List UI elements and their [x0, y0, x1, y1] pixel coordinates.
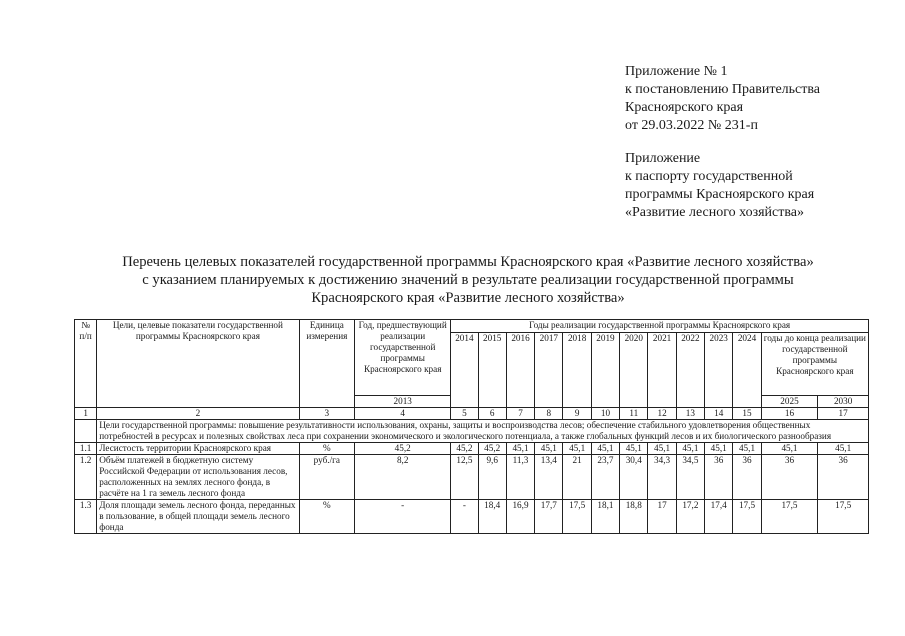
row-end-value: 45,1	[818, 443, 869, 455]
row-end-value: 17,5	[818, 500, 869, 534]
header-year: 2020	[620, 333, 648, 408]
column-number: 17	[818, 408, 869, 420]
title-line: Красноярского края «Развитие лесного хозяйства»	[311, 290, 625, 306]
column-number: 5	[451, 408, 478, 420]
table-row	[75, 443, 869, 455]
column-number: 15	[733, 408, 761, 420]
column-number: 6	[478, 408, 506, 420]
header-year: 2023	[705, 333, 733, 408]
row-num: 1.1	[75, 443, 97, 455]
header-end-year: 2030	[818, 396, 869, 408]
row-unit: руб./га	[299, 455, 355, 500]
row-base: 45,2	[355, 443, 451, 455]
row-value: 45,1	[620, 443, 648, 455]
row-value: 13,4	[535, 455, 563, 500]
column-number: 3	[299, 408, 355, 420]
appendix-2-line: к паспорту государственной	[625, 169, 793, 184]
row-value: 18,4	[478, 500, 506, 534]
row-value: 18,8	[620, 500, 648, 534]
header-base: Год, предшествующий реализации государственной программы Красноярского края	[355, 320, 451, 396]
column-number: 4	[355, 408, 451, 420]
goal-num-cell	[75, 420, 97, 443]
row-value: 9,6	[478, 455, 506, 500]
row-name: Объём платежей в бюджетную систему Российской Федерации от использования лесов, расположенных на землях лесного фонда, в расчёте на 1 га земель лесного фонда	[97, 455, 299, 500]
header-years-group: Годы реализации государственной программы Красноярского края	[451, 320, 869, 333]
column-number: 8	[535, 408, 563, 420]
row-value: 23,7	[591, 455, 619, 500]
appendix-1-line: Приложение № 1	[625, 64, 728, 79]
row-value: 21	[563, 455, 591, 500]
appendix-1-line: Красноярского края	[625, 100, 744, 115]
column-number: 16	[761, 408, 818, 420]
row-value: 45,1	[535, 443, 563, 455]
appendix-1-line: от 29.03.2022 № 231-п	[625, 118, 758, 133]
row-value: 17	[648, 500, 676, 534]
row-value: 17,2	[676, 500, 704, 534]
row-value: 45,1	[705, 443, 733, 455]
table-row	[75, 455, 869, 500]
row-end-value: 17,5	[761, 500, 818, 534]
goal-text: Цели государственной программы: повышение результативности использования, охраны, защиты и воспроизводства лесов; обеспечение стабильного удовлетворения общественных потребностей в ресурсах и полезных свойствах леса при сохранении экономического и экологического потенциала, а также глобальных функций лесов и их биологического разнообразия	[97, 420, 869, 443]
title-line: Перечень целевых показателей государственной программы Красноярского края «Развитие лесного хозяйства»	[122, 254, 814, 270]
header-num: № п/п	[75, 320, 97, 408]
row-end-value: 45,1	[761, 443, 818, 455]
column-number: 14	[705, 408, 733, 420]
column-number: 12	[648, 408, 676, 420]
column-number: 1	[75, 408, 97, 420]
row-value: 45,2	[478, 443, 506, 455]
row-value: 34,5	[676, 455, 704, 500]
indicators-table	[74, 319, 869, 534]
header-name: Цели, целевые показатели государственной программы Красноярского края	[97, 320, 299, 408]
row-value: 45,1	[676, 443, 704, 455]
appendix-1-line: к постановлению Правительства	[625, 82, 821, 97]
row-value: 17,5	[733, 500, 761, 534]
header-year: 2018	[563, 333, 591, 408]
row-value: 45,1	[591, 443, 619, 455]
column-number: 9	[563, 408, 591, 420]
row-value: 17,4	[705, 500, 733, 534]
header-unit: Единица измерения	[299, 320, 355, 408]
column-number: 7	[506, 408, 534, 420]
column-number: 2	[97, 408, 299, 420]
row-value: 18,1	[591, 500, 619, 534]
row-end-value: 36	[761, 455, 818, 500]
row-value: 17,7	[535, 500, 563, 534]
row-value: -	[451, 500, 478, 534]
header-end-year: 2025	[761, 396, 818, 408]
row-value: 45,1	[733, 443, 761, 455]
header-base-year: 2013	[355, 396, 451, 408]
header-year: 2016	[506, 333, 534, 408]
row-value: 34,3	[648, 455, 676, 500]
row-base: -	[355, 500, 451, 534]
header-end-group: годы до конца реализации государственной программы Красноярского края	[761, 333, 868, 396]
row-num: 1.2	[75, 455, 97, 500]
header-year: 2019	[591, 333, 619, 408]
row-unit: %	[299, 500, 355, 534]
row-value: 11,3	[506, 455, 534, 500]
appendix-2-line: Приложение	[625, 151, 701, 166]
row-value: 36	[733, 455, 761, 500]
column-number: 11	[620, 408, 648, 420]
row-name: Лесистость территории Красноярского края	[97, 443, 299, 455]
row-value: 30,4	[620, 455, 648, 500]
row-value: 45,2	[451, 443, 478, 455]
row-value: 16,9	[506, 500, 534, 534]
row-value: 45,1	[563, 443, 591, 455]
row-value: 36	[705, 455, 733, 500]
appendix-2-line: программы Красноярского края	[625, 187, 815, 202]
header-year: 2021	[648, 333, 676, 408]
header-year: 2017	[535, 333, 563, 408]
header-year: 2024	[733, 333, 761, 408]
column-number: 13	[676, 408, 704, 420]
row-name: Доля площади земель лесного фонда, переданных в пользование, в общей площади земель лесного фонда	[97, 500, 299, 534]
table-row	[75, 500, 869, 534]
title-line: с указанием планируемых к достижению значений в результате реализации государственной программы	[142, 272, 794, 288]
row-num: 1.3	[75, 500, 97, 534]
row-value: 45,1	[506, 443, 534, 455]
column-number: 10	[591, 408, 619, 420]
appendix-2-line: «Развитие лесного хозяйства»	[625, 205, 805, 220]
row-value: 12,5	[451, 455, 478, 500]
header-year: 2022	[676, 333, 704, 408]
document-title	[80, 253, 856, 307]
header-year: 2015	[478, 333, 506, 408]
appendix-1-block	[625, 63, 820, 135]
row-end-value: 36	[818, 455, 869, 500]
row-unit: %	[299, 443, 355, 455]
row-base: 8,2	[355, 455, 451, 500]
row-value: 45,1	[648, 443, 676, 455]
header-year: 2014	[451, 333, 478, 408]
appendix-2-block	[625, 150, 814, 222]
row-value: 17,5	[563, 500, 591, 534]
